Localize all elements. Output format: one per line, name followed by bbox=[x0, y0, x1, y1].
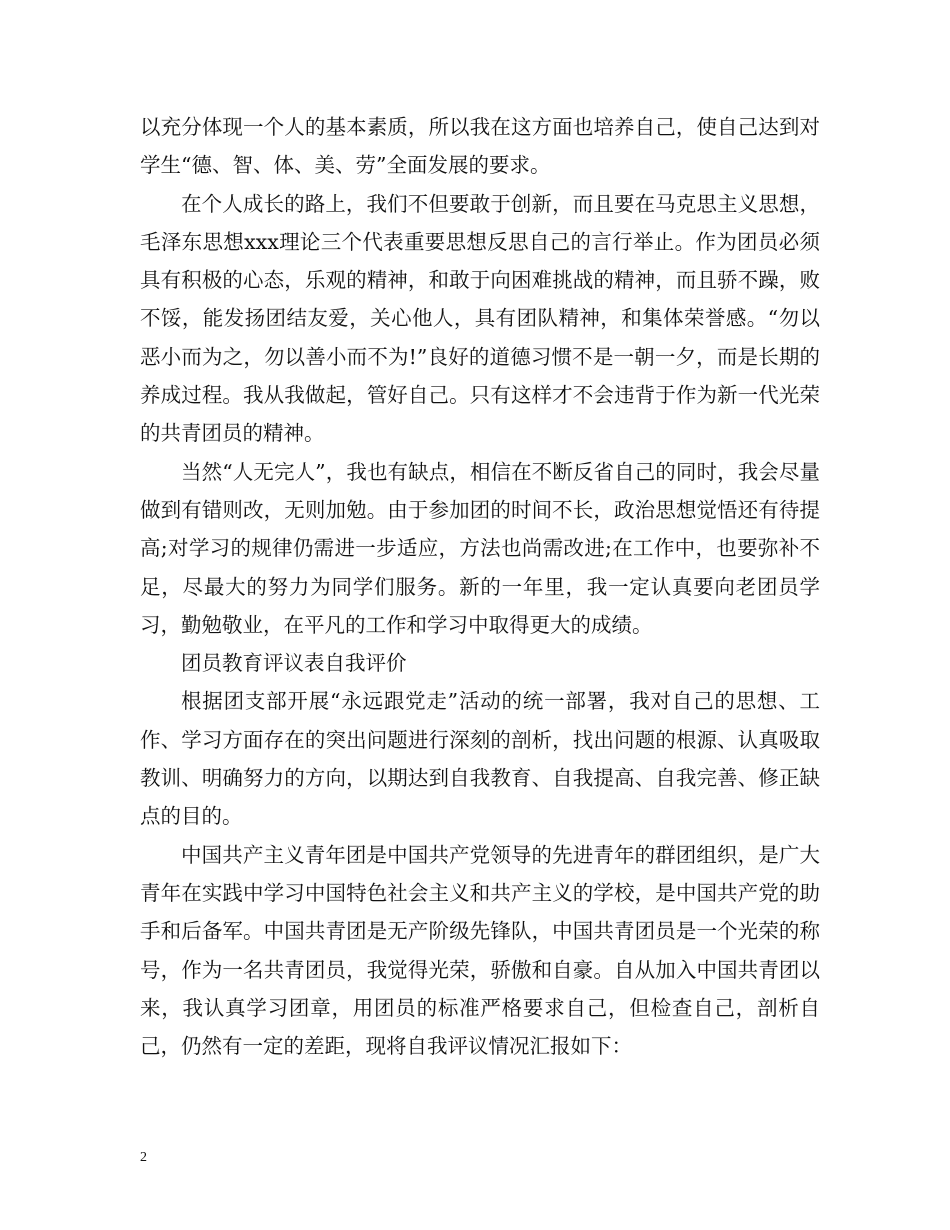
paragraph-league-description: 中国共产主义青年团是中国共产党领导的先进青年的群团组织，是广大青年在实践中学习中国特色社会主义和共产主义的学校，是中国共产党的助手和后备军。中国共青团是无产阶级先锋队，中国共青团员是一个光荣的称号，作为一名共青团员，我觉得光荣，骄傲和自豪。自从加入中国共青团以来，我认真学习团章，用团员的标准严格要求自己，但检查自己，剖析自己，仍然有一定的差距，现将自我评议情况汇报如下： bbox=[140, 842, 820, 1059]
paragraph-personal-growth: 在个人成长的路上，我们不但要敢于创新，而且要在马克思主义思想，毛泽东思想xxx理论三个代表重要思想反思自己的言行举止。作为团员必须具有积极的心态，乐观的精神，和敢于向困难挑战的精神，而且骄不躁，败不馁，能发扬团结友爱，关心他人，具有团队精神，和集体荣誉感。“勿以恶小而为之，勿以善小而不为!”良好的道德习惯不是一朝一夕，而是长期的养成过程。我从我做起，管好自己。只有这样才不会违背于作为新一代光荣的共青团员的精神。 bbox=[140, 191, 820, 446]
paragraph-introduction: 根据团支部开展“永远跟党走”活动的统一部署，我对自己的思想、工作、学习方面存在的突出问题进行深刻的剖析，找出问题的根源、认真吸取教训、明确努力的方向，以期达到自我教育、自我提高、自我完善、修正缺点的目的。 bbox=[140, 689, 820, 829]
paragraph-continuation: 以充分体现一个人的基本素质，所以我在这方面也培养自己，使自己达到对学生“德、智、体、美、劳”全面发展的要求。 bbox=[140, 115, 820, 178]
section-heading: 团员教育评议表自我评价 bbox=[181, 651, 407, 676]
paragraph-shortcomings: 当然“人无完人”，我也有缺点，相信在不断反省自己的同时，我会尽量做到有错则改，无则加勉。由于参加团的时间不长，政治思想觉悟还有待提高;对学习的规律仍需进一步适应，方法也尚需改进;在工作中，也要弥补不足，尽最大的努力为同学们服务。新的一年里，我一定认真要向老团员学习，勤勉敬业，在平凡的工作和学习中取得更大的成绩。 bbox=[140, 459, 820, 637]
page-number: 2 bbox=[140, 1150, 147, 1165]
document-body bbox=[140, 108, 820, 1065]
